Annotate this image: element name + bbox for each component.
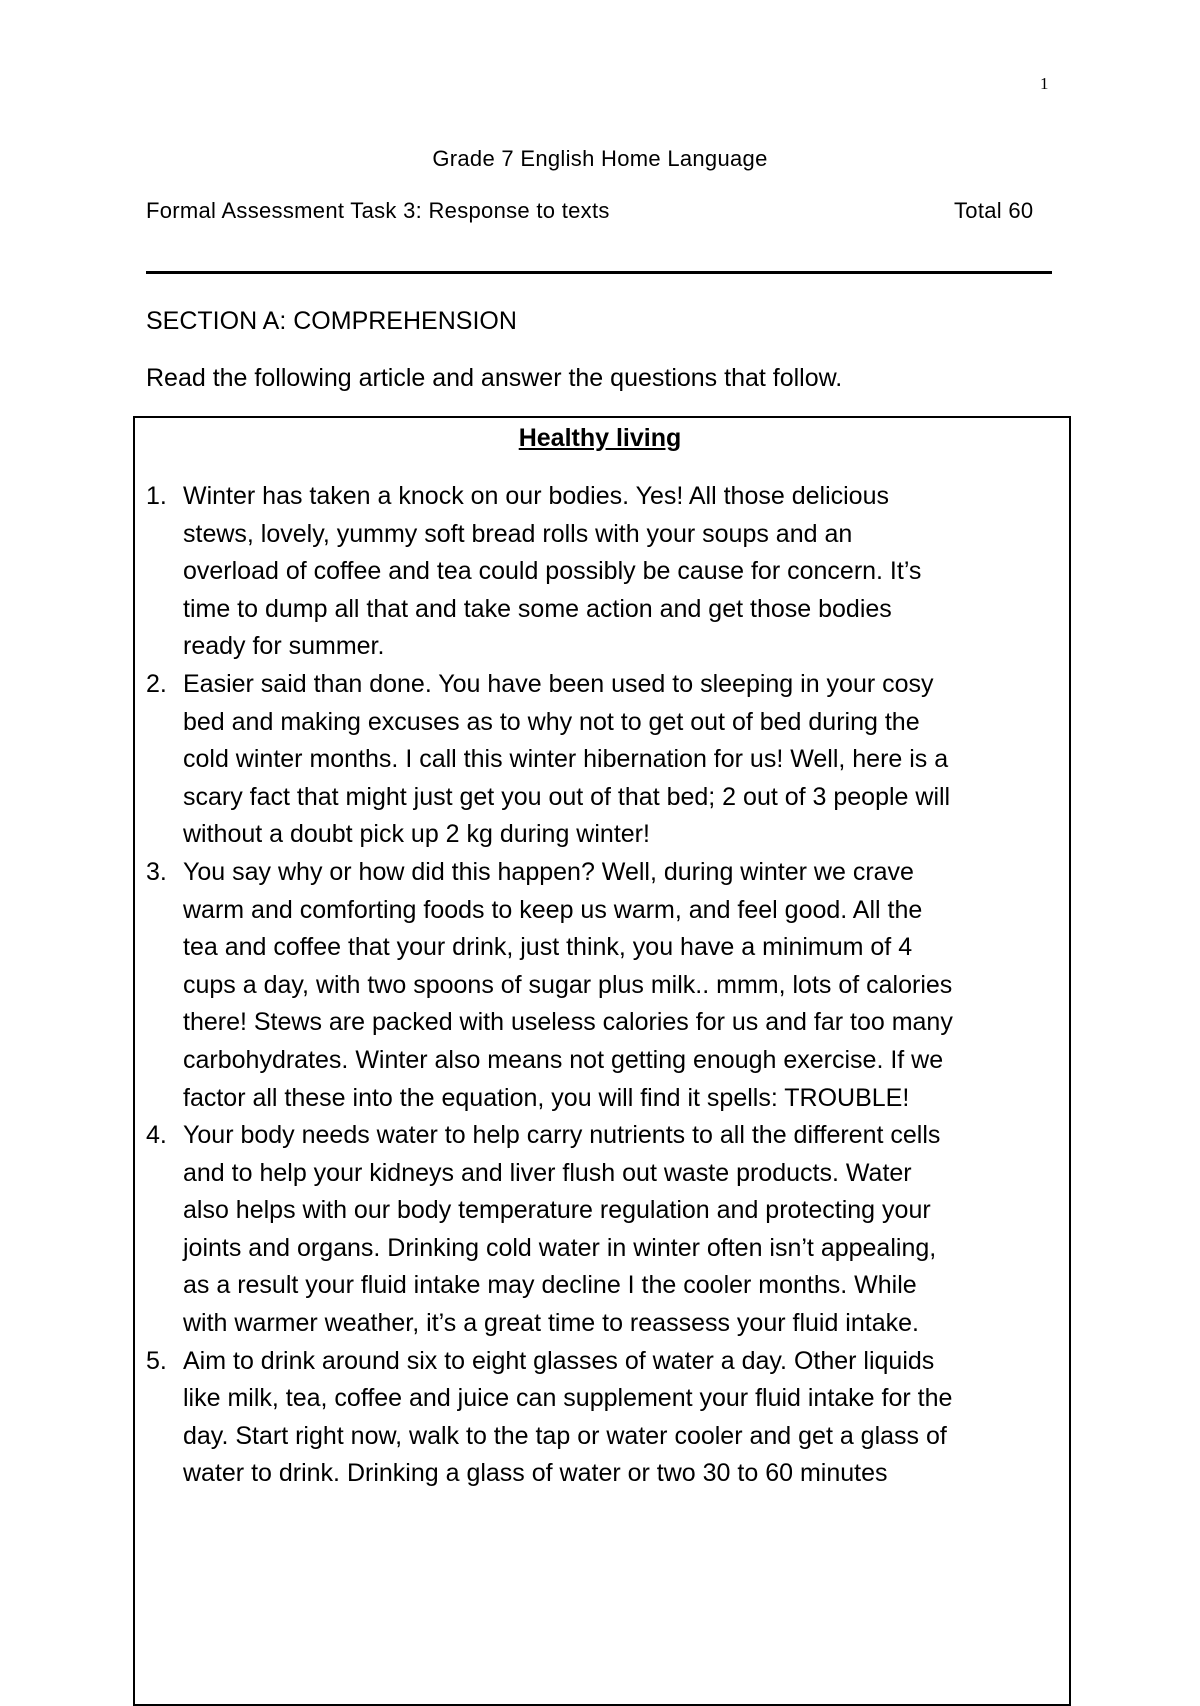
article-paragraph xyxy=(146,478,1066,666)
paragraph-number: 2. xyxy=(146,669,167,698)
article-paragraph xyxy=(146,666,1066,854)
paragraph-line: Aim to drink around six to eight glasses of water a day. Other liquids xyxy=(183,1346,935,1375)
article-paragraph xyxy=(146,854,1066,1117)
instruction-text: Read the following article and answer the questions that follow. xyxy=(146,364,843,392)
paragraph-line: cups a day, with two spoons of sugar plus milk.. mmm, lots of calories xyxy=(183,970,953,999)
paragraph-number: 5. xyxy=(146,1346,167,1375)
paragraph-line: overload of coffee and tea could possibly be cause for concern. It’s xyxy=(183,557,922,586)
paragraph-line: cold winter months. I call this winter hibernation for us! Well, here is a xyxy=(183,745,949,774)
article-paragraph xyxy=(146,1343,1066,1493)
paragraph-line: joints and organs. Drinking cold water in winter often isn’t appealing, xyxy=(183,1233,937,1262)
paragraph-number: 3. xyxy=(146,857,167,886)
paragraph-line: with warmer weather, it’s a great time to reassess your fluid intake. xyxy=(183,1309,919,1338)
document-title: Grade 7 English Home Language xyxy=(432,146,768,171)
page-number: 1 xyxy=(1040,74,1049,93)
paragraph-line: You say why or how did this happen? Well, during winter we crave xyxy=(183,857,914,886)
article-title: Healthy living xyxy=(518,424,682,452)
paragraph-line: day. Start right now, walk to the tap or water cooler and get a glass of xyxy=(183,1421,947,1450)
paragraph-line: time to dump all that and take some action and get those bodies xyxy=(183,594,892,623)
paragraph-line: carbohydrates. Winter also means not getting enough exercise. If we xyxy=(183,1045,944,1074)
paragraph-line: without a doubt pick up 2 kg during winter! xyxy=(183,820,650,849)
article-paragraph xyxy=(146,1117,1066,1343)
paragraph-number: 4. xyxy=(146,1121,167,1150)
task-title: Formal Assessment Task 3: Response to texts xyxy=(146,198,610,223)
paragraph-line: ready for summer. xyxy=(183,632,385,661)
paragraph-number: 1. xyxy=(146,482,167,510)
section-heading: SECTION A: COMPREHENSION xyxy=(146,307,517,335)
paragraph-line: water to drink. Drinking a glass of water or two 30 to 60 minutes xyxy=(183,1459,888,1488)
paragraph-line: bed and making excuses as to why not to get out of bed during the xyxy=(183,707,920,736)
paragraph-line: factor all these into the equation, you will find it spells: TROUBLE! xyxy=(183,1083,910,1112)
paragraph-line: Winter has taken a knock on our bodies. Yes! All those delicious xyxy=(183,482,889,510)
paragraph-line: as a result your fluid intake may decline I the cooler months. While xyxy=(183,1271,917,1300)
paragraph-line: there! Stews are packed with useless calories for us and far too many xyxy=(183,1008,953,1037)
header-divider xyxy=(146,271,1052,274)
paragraph-line: and to help your kidneys and liver flush out waste products. Water xyxy=(183,1158,912,1187)
paragraph-line: Easier said than done. You have been used to sleeping in your cosy xyxy=(183,669,934,698)
paragraph-line: stews, lovely, yummy soft bread rolls with your soups and an xyxy=(183,519,853,548)
paragraph-line: Your body needs water to help carry nutrients to all the different cells xyxy=(183,1121,941,1150)
paragraph-line: also helps with our body temperature regulation and protecting your xyxy=(183,1196,931,1225)
paragraph-line: tea and coffee that your drink, just think, you have a minimum of 4 xyxy=(183,933,913,962)
paragraph-line: like milk, tea, coffee and juice can supplement your fluid intake for the xyxy=(183,1384,953,1413)
paragraph-line: warm and comforting foods to keep us warm, and feel good. All the xyxy=(183,895,923,924)
article-paragraphs xyxy=(146,478,1066,1493)
task-total-marks: Total 60 xyxy=(954,198,1034,223)
paragraph-line: scary fact that might just get you out of that bed; 2 out of 3 people will xyxy=(183,782,951,811)
